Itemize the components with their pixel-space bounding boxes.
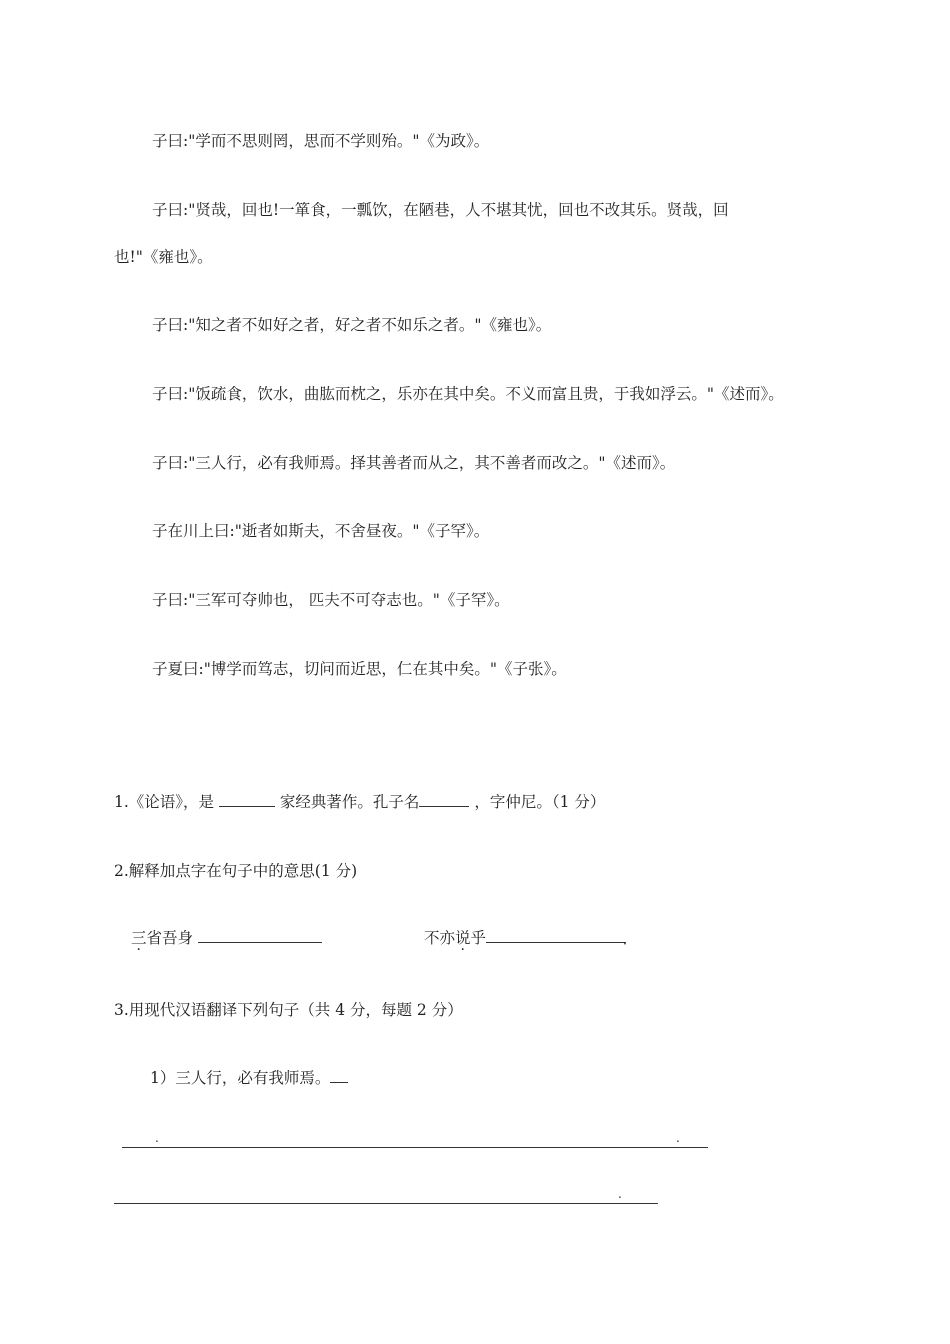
question-2-title: 2.解释加点字在句子中的意思(1 分) <box>114 862 358 880</box>
question-2-item-2-text-a: 不亦 <box>424 929 456 947</box>
question-1-text-a: 1.《论语》，是 <box>114 793 219 811</box>
answer-line-2[interactable] <box>114 1203 658 1204</box>
dotted-char-shuo: 说 <box>455 929 471 947</box>
answer-blank-start[interactable] <box>330 1068 348 1083</box>
quote-8: 子夏曰:"博学而笃志，切问而近思，仁在其中矣。"《子张》。 <box>152 660 567 678</box>
dotted-char-xing: 三 <box>131 929 147 947</box>
quote-7: 子曰:"三军可夺帅也， 匹夫不可夺志也。"《子罕》。 <box>152 591 510 609</box>
question-1-text-b: 家经典著作。孔子名 <box>274 793 420 811</box>
answer-blank-xing[interactable] <box>198 928 322 943</box>
quote-3: 子曰:"知之者不如好之者，好之者不如乐之者。"《雍也》。 <box>152 316 552 334</box>
question-1 <box>114 792 605 812</box>
question-3-item-1 <box>150 1068 348 1088</box>
question-3-title: 3.用现代汉语翻译下列句子（共 4 分，每题 2 分） <box>114 1001 463 1019</box>
answer-blank-name[interactable] <box>419 792 469 807</box>
question-3-item-1-text: 1）三人行，必有我师焉。 <box>150 1069 331 1087</box>
question-2-item-1-text: 省吾身 <box>146 929 198 947</box>
quote-5: 子曰:"三人行，必有我师焉。择其善者而从之，其不善者而改之。"《述而》。 <box>152 454 676 472</box>
quote-2-line-2: 也!"《雍也》。 <box>114 248 213 266</box>
answer-line-1[interactable] <box>122 1147 708 1148</box>
question-1-text-c: ，字仲尼。（1 分） <box>469 793 606 811</box>
quote-1: 子曰:"学而不思则罔，思而不学则殆。"《为政》。 <box>152 132 490 150</box>
quote-2-line-1: 子曰:"贤哉，回也!一箪食，一瓢饮，在陋巷，人不堪其忧，回也不改其乐。贤哉，回 <box>152 201 729 219</box>
question-2-item-1 <box>131 928 322 948</box>
answer-line-1-dot-left: . <box>155 1131 159 1145</box>
quote-4: 子曰:"饭疏食，饮水，曲肱而枕之，乐亦在其中矣。不义而富且贵，于我如浮云。"《述而》。 <box>152 385 784 403</box>
blank-dot-mark: · <box>623 937 627 951</box>
answer-blank-shuo[interactable] <box>486 928 626 943</box>
question-2-item-2 <box>424 928 626 948</box>
answer-line-2-dot: . <box>618 1187 622 1201</box>
question-2-item-2-text-b: 乎 <box>470 929 487 947</box>
answer-blank-school[interactable] <box>219 792 275 807</box>
answer-line-1-dot-right: . <box>676 1131 680 1145</box>
quote-6: 子在川上曰:"逝者如斯夫，不舍昼夜。"《子罕》。 <box>152 522 490 540</box>
